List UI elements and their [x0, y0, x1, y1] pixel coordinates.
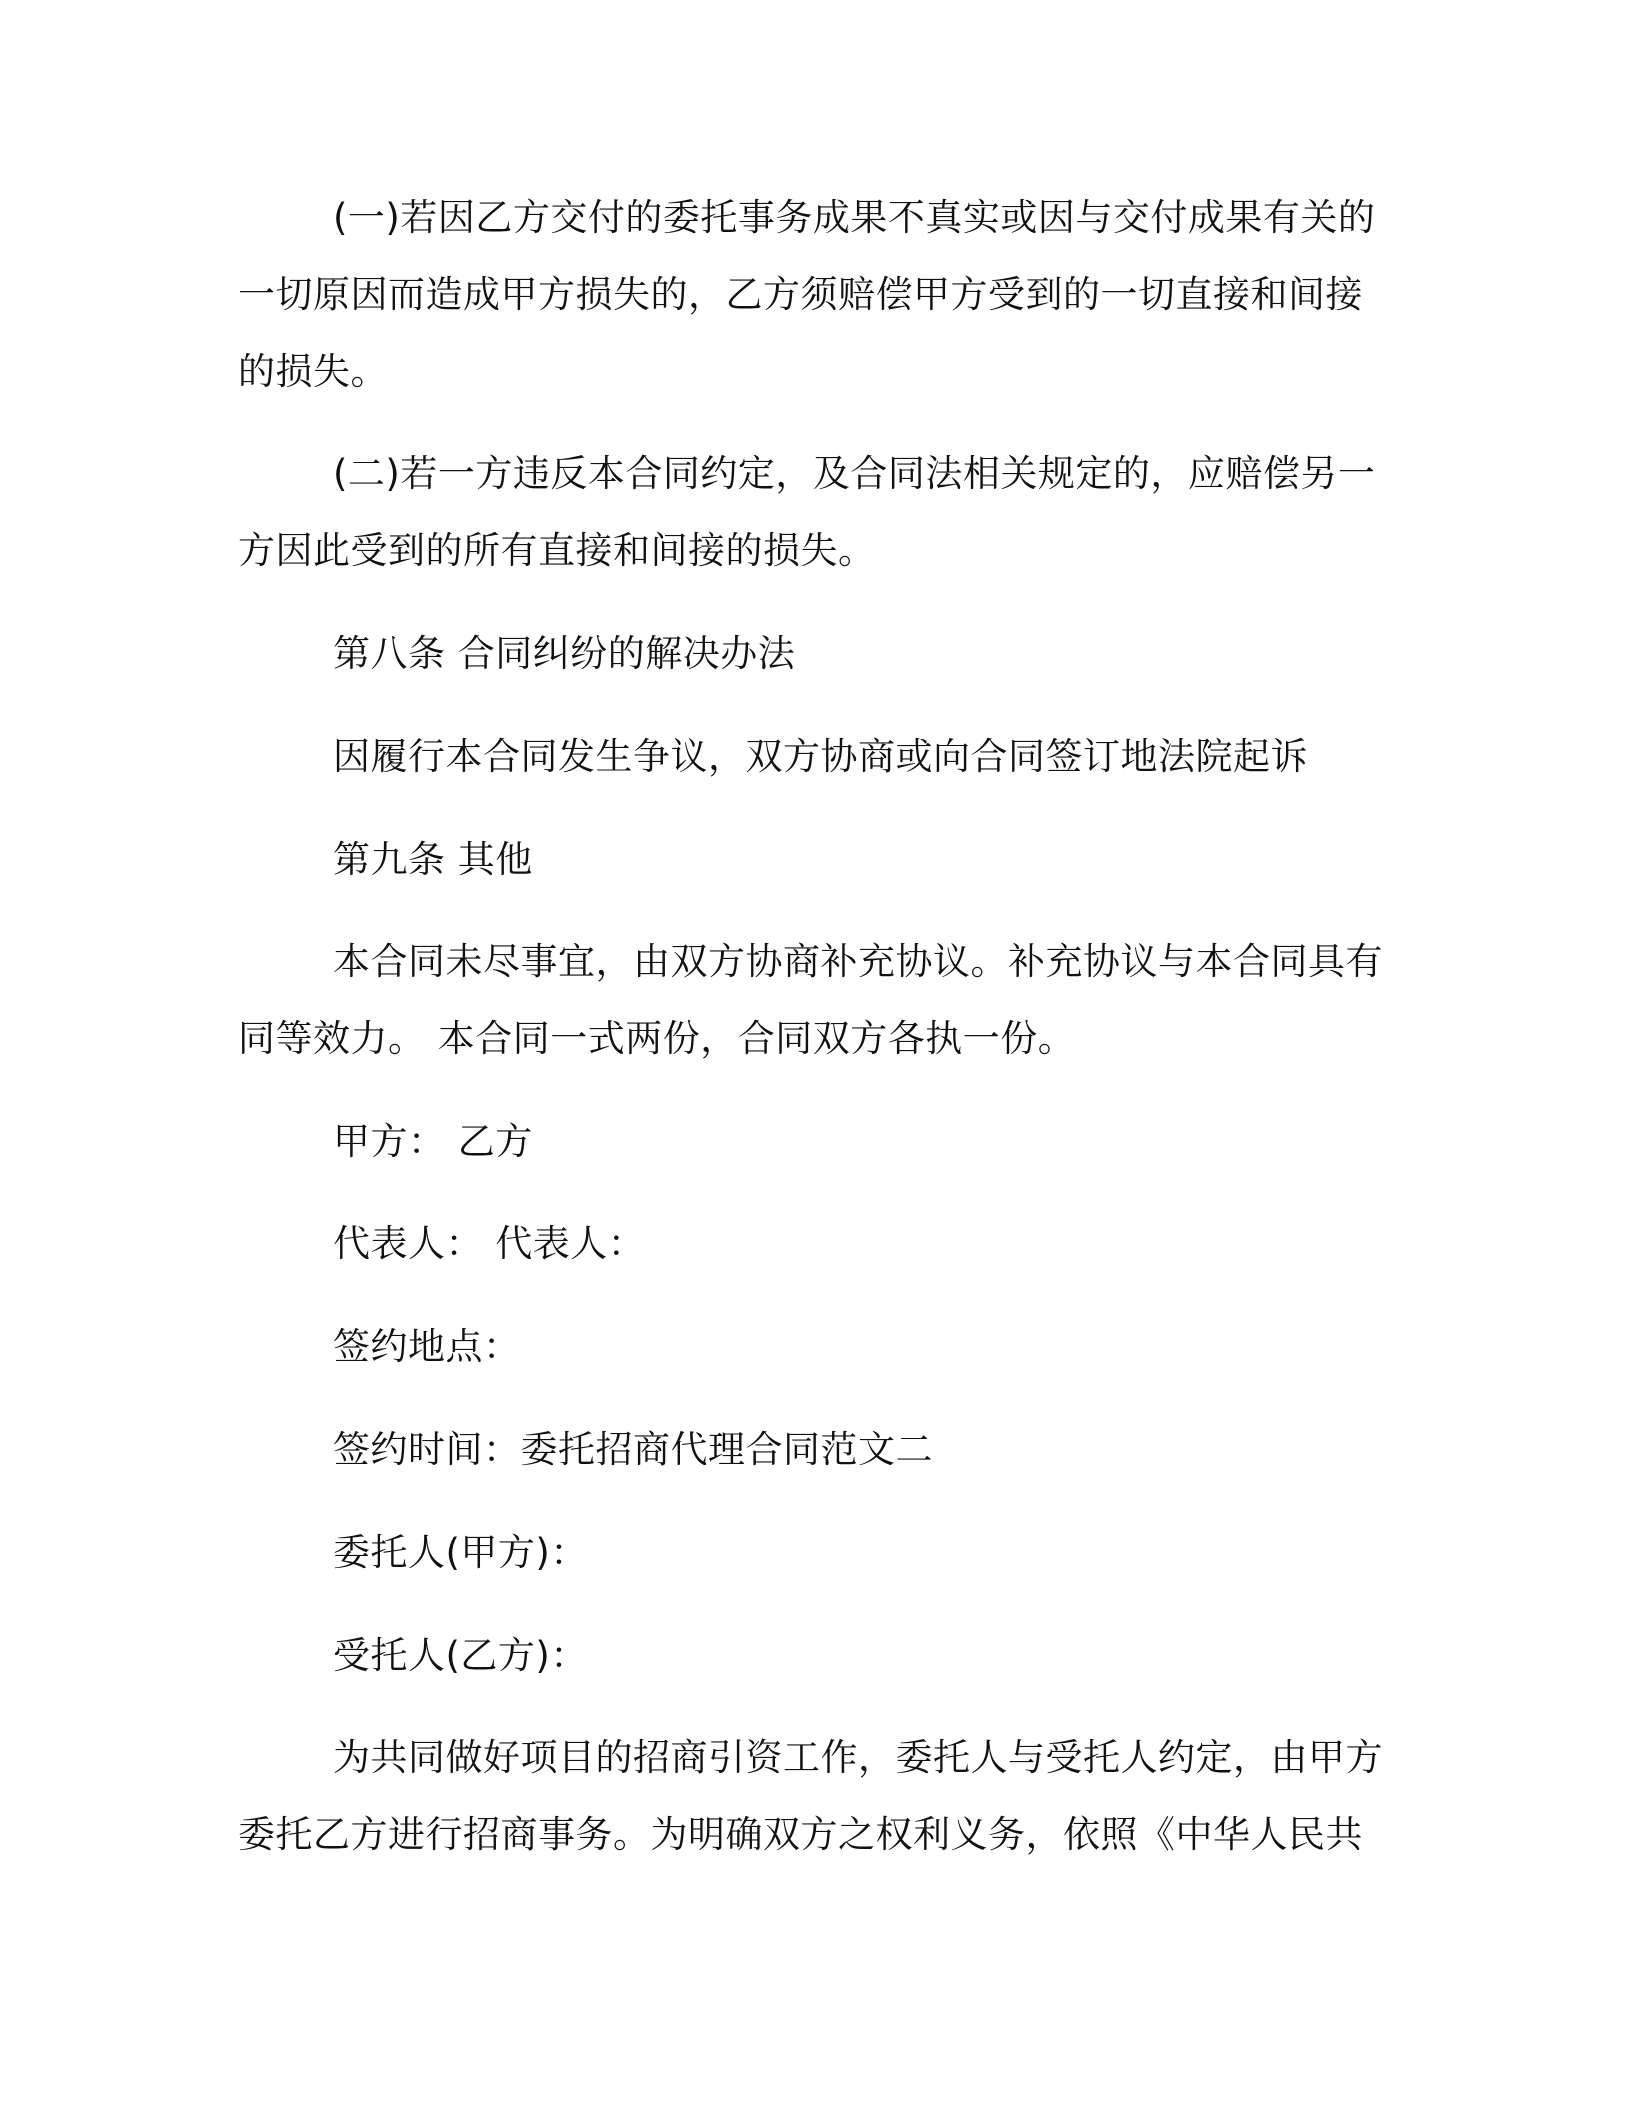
agent-line: 受托人(乙方)： — [333, 1634, 588, 1677]
principal-line: 委托人(甲方)： — [333, 1531, 588, 1574]
signing-place-line: 签约地点： — [333, 1325, 521, 1368]
clause-1-line-1: (一)若因乙方交付的委托事务成果不真实或因与交付成果有关的 — [333, 196, 1376, 239]
clause-1-line-3: 的损失。 — [238, 350, 388, 393]
article-9-line-1: 本合同未尽事宜，由双方协商补充协议。补充协议与本合同具有 — [333, 940, 1383, 983]
party-line: 甲方： 乙方 — [333, 1120, 533, 1163]
signing-time-line: 签约时间：委托招商代理合同范文二 — [333, 1428, 933, 1471]
clause-2-line-2: 方因此受到的所有直接和间接的损失。 — [238, 529, 876, 572]
intro-line-1: 为共同做好项目的招商引资工作，委托人与受托人约定，由甲方 — [333, 1736, 1383, 1779]
article-9-heading: 第九条 其他 — [333, 838, 533, 881]
representative-line: 代表人： 代表人： — [333, 1222, 646, 1265]
article-8-heading: 第八条 合同纠纷的解决办法 — [333, 632, 796, 675]
clause-1-line-2: 一切原因而造成甲方损失的，乙方须赔偿甲方受到的一切直接和间接 — [238, 273, 1363, 316]
intro-line-2: 委托乙方进行招商事务。为明确双方之权利义务，依照《中华人民共 — [238, 1813, 1363, 1856]
article-9-line-2: 同等效力。 本合同一式两份，合同双方各执一份。 — [238, 1017, 1076, 1060]
article-8-text: 因履行本合同发生争议，双方协商或向合同签订地法院起诉 — [333, 735, 1308, 778]
clause-2-line-1: (二)若一方违反本合同约定，及合同法相关规定的，应赔偿另一 — [333, 452, 1376, 495]
